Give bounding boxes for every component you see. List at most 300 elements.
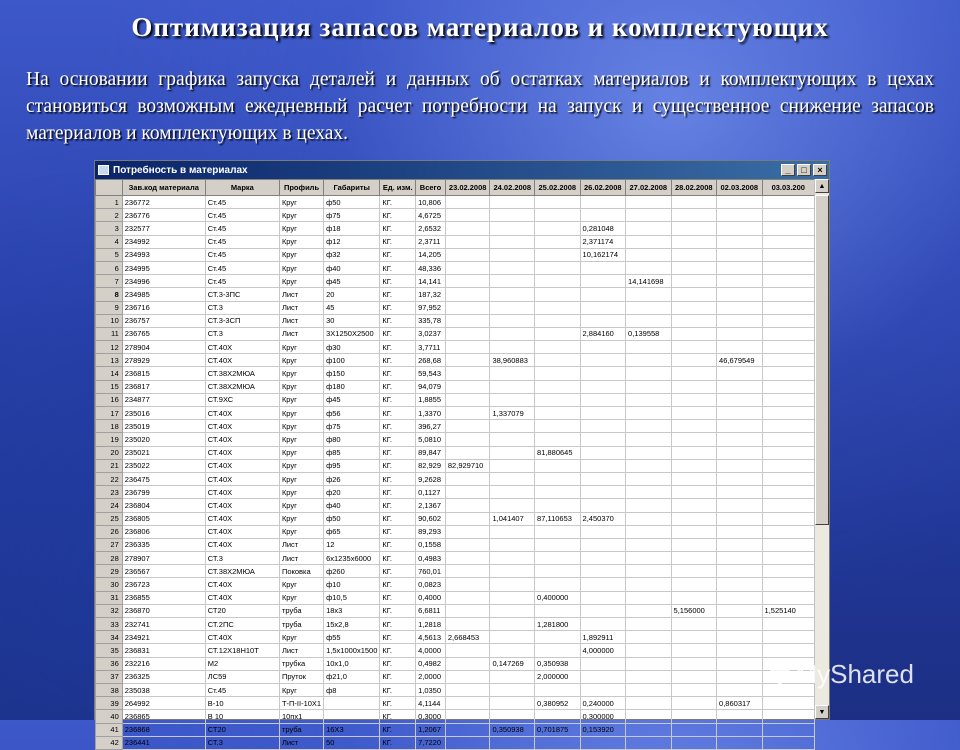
table-cell[interactable] bbox=[671, 235, 717, 248]
table-cell[interactable] bbox=[762, 222, 814, 235]
table-cell[interactable] bbox=[717, 222, 763, 235]
table-cell[interactable]: 2,371174 bbox=[580, 235, 626, 248]
table-cell[interactable] bbox=[762, 486, 814, 499]
table-cell[interactable] bbox=[626, 367, 672, 380]
table-cell[interactable] bbox=[445, 591, 490, 604]
table-cell[interactable] bbox=[626, 552, 672, 565]
table-cell[interactable]: ф40 bbox=[324, 261, 380, 274]
table-cell[interactable]: 0,860317 bbox=[717, 697, 763, 710]
table-cell[interactable] bbox=[626, 301, 672, 314]
table-cell[interactable] bbox=[671, 631, 717, 644]
table-cell[interactable]: ф100 bbox=[324, 354, 380, 367]
row-number-cell[interactable]: 29 bbox=[96, 565, 123, 578]
table-cell[interactable]: 0,281048 bbox=[580, 222, 626, 235]
table-cell[interactable]: ф75 bbox=[324, 209, 380, 222]
table-cell[interactable]: 4,0000 bbox=[416, 644, 446, 657]
table-cell[interactable]: Круг bbox=[279, 261, 323, 274]
table-cell[interactable] bbox=[580, 380, 626, 393]
table-cell[interactable]: КГ. bbox=[380, 552, 416, 565]
table-cell[interactable] bbox=[671, 222, 717, 235]
table-cell[interactable]: 3,0237 bbox=[416, 327, 446, 340]
table-cell[interactable]: 1,892911 bbox=[580, 631, 626, 644]
table-cell[interactable] bbox=[490, 736, 535, 749]
table-row[interactable] bbox=[96, 393, 815, 406]
table-cell[interactable]: 10x1,0 bbox=[324, 657, 380, 670]
table-cell[interactable]: 760,01 bbox=[416, 565, 446, 578]
table-cell[interactable]: 14,141698 bbox=[626, 275, 672, 288]
table-cell[interactable]: СТ.40Х bbox=[205, 433, 279, 446]
row-number-cell[interactable]: 34 bbox=[96, 631, 123, 644]
row-number-cell[interactable]: 5 bbox=[96, 248, 123, 261]
table-cell[interactable]: 187,32 bbox=[416, 288, 446, 301]
table-cell[interactable]: 236441 bbox=[122, 736, 205, 749]
table-row[interactable] bbox=[96, 288, 815, 301]
table-cell[interactable] bbox=[762, 327, 814, 340]
table-cell[interactable]: СТ20 bbox=[205, 604, 279, 617]
table-cell[interactable]: 1,5x1000x1500 bbox=[324, 644, 380, 657]
table-cell[interactable] bbox=[762, 354, 814, 367]
table-cell[interactable]: СТ.40Х bbox=[205, 354, 279, 367]
table-cell[interactable] bbox=[671, 327, 717, 340]
table-cell[interactable]: СТ.3 bbox=[205, 552, 279, 565]
table-cell[interactable] bbox=[626, 525, 672, 538]
table-cell[interactable] bbox=[490, 604, 535, 617]
table-cell[interactable] bbox=[445, 314, 490, 327]
table-cell[interactable] bbox=[762, 196, 814, 209]
table-cell[interactable] bbox=[445, 552, 490, 565]
table-cell[interactable] bbox=[490, 670, 535, 683]
table-cell[interactable]: ф30 bbox=[324, 341, 380, 354]
table-cell[interactable]: КГ. bbox=[380, 301, 416, 314]
table-cell[interactable] bbox=[762, 697, 814, 710]
table-cell[interactable] bbox=[445, 327, 490, 340]
table-cell[interactable]: СТ.40Х bbox=[205, 538, 279, 551]
table-cell[interactable] bbox=[490, 644, 535, 657]
table-cell[interactable] bbox=[324, 697, 380, 710]
table-cell[interactable] bbox=[671, 565, 717, 578]
table-cell[interactable]: КГ. bbox=[380, 420, 416, 433]
table-cell[interactable] bbox=[762, 512, 814, 525]
table-cell[interactable] bbox=[445, 670, 490, 683]
table-cell[interactable] bbox=[626, 710, 672, 723]
table-cell[interactable] bbox=[535, 631, 581, 644]
table-cell[interactable] bbox=[580, 367, 626, 380]
table-cell[interactable]: Ст.45 bbox=[205, 248, 279, 261]
row-number-cell[interactable]: 35 bbox=[96, 644, 123, 657]
table-cell[interactable] bbox=[671, 710, 717, 723]
table-cell[interactable]: Поковка bbox=[279, 565, 323, 578]
table-cell[interactable] bbox=[671, 209, 717, 222]
table-cell[interactable] bbox=[490, 248, 535, 261]
table-row[interactable] bbox=[96, 209, 815, 222]
table-cell[interactable]: Круг bbox=[279, 407, 323, 420]
table-cell[interactable] bbox=[535, 393, 581, 406]
table-cell[interactable]: 2,668453 bbox=[445, 631, 490, 644]
table-cell[interactable]: 0,0823 bbox=[416, 578, 446, 591]
table-cell[interactable] bbox=[717, 209, 763, 222]
table-cell[interactable] bbox=[445, 393, 490, 406]
table-cell[interactable]: труба bbox=[279, 723, 323, 736]
table-cell[interactable] bbox=[717, 486, 763, 499]
table-row[interactable] bbox=[96, 446, 815, 459]
table-cell[interactable] bbox=[626, 235, 672, 248]
row-number-cell[interactable]: 2 bbox=[96, 209, 123, 222]
table-cell[interactable] bbox=[762, 591, 814, 604]
column-header[interactable]: 02.03.2008 bbox=[717, 180, 763, 196]
table-cell[interactable] bbox=[490, 631, 535, 644]
table-cell[interactable] bbox=[717, 538, 763, 551]
table-cell[interactable]: КГ. bbox=[380, 196, 416, 209]
table-cell[interactable] bbox=[671, 644, 717, 657]
table-cell[interactable]: Круг bbox=[279, 380, 323, 393]
table-cell[interactable] bbox=[580, 591, 626, 604]
table-row[interactable] bbox=[96, 670, 815, 683]
table-cell[interactable]: 2,884160 bbox=[580, 327, 626, 340]
table-cell[interactable] bbox=[490, 697, 535, 710]
table-cell[interactable]: 2,1367 bbox=[416, 499, 446, 512]
table-cell[interactable]: ф26 bbox=[324, 472, 380, 485]
table-cell[interactable] bbox=[717, 525, 763, 538]
table-cell[interactable] bbox=[535, 209, 581, 222]
table-cell[interactable] bbox=[580, 288, 626, 301]
table-cell[interactable]: 0,1127 bbox=[416, 486, 446, 499]
table-cell[interactable]: 0,139558 bbox=[626, 327, 672, 340]
table-cell[interactable] bbox=[671, 459, 717, 472]
table-cell[interactable] bbox=[535, 367, 581, 380]
table-cell[interactable]: КГ. bbox=[380, 433, 416, 446]
row-number-cell[interactable]: 8 bbox=[96, 288, 123, 301]
window-titlebar[interactable] bbox=[95, 161, 829, 179]
table-cell[interactable] bbox=[580, 301, 626, 314]
table-cell[interactable] bbox=[717, 710, 763, 723]
table-cell[interactable] bbox=[535, 459, 581, 472]
table-cell[interactable]: КГ. bbox=[380, 380, 416, 393]
table-cell[interactable]: В-10 bbox=[205, 697, 279, 710]
table-cell[interactable]: Лист bbox=[279, 327, 323, 340]
table-cell[interactable] bbox=[445, 446, 490, 459]
table-cell[interactable]: 396,27 bbox=[416, 420, 446, 433]
table-cell[interactable] bbox=[535, 222, 581, 235]
table-cell[interactable] bbox=[717, 288, 763, 301]
table-cell[interactable] bbox=[445, 644, 490, 657]
table-cell[interactable] bbox=[580, 683, 626, 696]
table-cell[interactable]: КГ. bbox=[380, 222, 416, 235]
table-cell[interactable] bbox=[490, 341, 535, 354]
table-cell[interactable] bbox=[580, 499, 626, 512]
table-cell[interactable] bbox=[445, 499, 490, 512]
table-cell[interactable]: 236865 bbox=[122, 710, 205, 723]
table-cell[interactable]: КГ. bbox=[380, 697, 416, 710]
table-cell[interactable] bbox=[580, 604, 626, 617]
table-cell[interactable] bbox=[580, 261, 626, 274]
row-number-cell[interactable]: 26 bbox=[96, 525, 123, 538]
table-cell[interactable]: ф10 bbox=[324, 578, 380, 591]
table-cell[interactable] bbox=[671, 472, 717, 485]
table-cell[interactable]: трубка bbox=[279, 657, 323, 670]
table-row[interactable] bbox=[96, 472, 815, 485]
data-grid[interactable] bbox=[95, 179, 815, 748]
table-cell[interactable]: 0,300000 bbox=[580, 710, 626, 723]
table-cell[interactable]: 82,929 bbox=[416, 459, 446, 472]
table-cell[interactable] bbox=[671, 723, 717, 736]
table-cell[interactable]: КГ. bbox=[380, 618, 416, 631]
table-cell[interactable]: ф56 bbox=[324, 407, 380, 420]
table-cell[interactable]: СТ.40Х bbox=[205, 578, 279, 591]
table-cell[interactable] bbox=[762, 565, 814, 578]
table-cell[interactable] bbox=[490, 591, 535, 604]
table-cell[interactable] bbox=[445, 380, 490, 393]
table-row[interactable] bbox=[96, 354, 815, 367]
table-cell[interactable] bbox=[490, 459, 535, 472]
table-cell[interactable]: ф80 bbox=[324, 433, 380, 446]
table-cell[interactable]: 232216 bbox=[122, 657, 205, 670]
table-cell[interactable] bbox=[717, 736, 763, 749]
row-number-cell[interactable]: 16 bbox=[96, 393, 123, 406]
table-cell[interactable]: ЛС59 bbox=[205, 670, 279, 683]
table-cell[interactable] bbox=[490, 314, 535, 327]
table-cell[interactable] bbox=[717, 472, 763, 485]
table-cell[interactable]: Круг bbox=[279, 472, 323, 485]
table-cell[interactable] bbox=[535, 354, 581, 367]
table-cell[interactable]: 6,6811 bbox=[416, 604, 446, 617]
table-cell[interactable]: Лист bbox=[279, 736, 323, 749]
table-cell[interactable] bbox=[490, 446, 535, 459]
table-cell[interactable] bbox=[490, 710, 535, 723]
table-cell[interactable] bbox=[535, 288, 581, 301]
table-cell[interactable]: Лист bbox=[279, 301, 323, 314]
table-cell[interactable] bbox=[762, 723, 814, 736]
table-cell[interactable]: Круг bbox=[279, 459, 323, 472]
table-cell[interactable] bbox=[717, 446, 763, 459]
table-cell[interactable] bbox=[626, 459, 672, 472]
row-number-cell[interactable]: 4 bbox=[96, 235, 123, 248]
table-cell[interactable]: КГ. bbox=[380, 261, 416, 274]
table-cell[interactable]: КГ. bbox=[380, 314, 416, 327]
table-cell[interactable]: КГ. bbox=[380, 512, 416, 525]
table-cell[interactable]: 10,162174 bbox=[580, 248, 626, 261]
table-cell[interactable] bbox=[580, 354, 626, 367]
table-cell[interactable]: 48,336 bbox=[416, 261, 446, 274]
table-cell[interactable]: ф8 bbox=[324, 683, 380, 696]
table-cell[interactable] bbox=[445, 723, 490, 736]
table-row[interactable] bbox=[96, 538, 815, 551]
table-cell[interactable]: СТ.9ХС bbox=[205, 393, 279, 406]
table-cell[interactable] bbox=[762, 552, 814, 565]
table-cell[interactable]: 0,350938 bbox=[490, 723, 535, 736]
row-number-cell[interactable]: 1 bbox=[96, 196, 123, 209]
table-cell[interactable]: Круг bbox=[279, 275, 323, 288]
table-cell[interactable] bbox=[580, 618, 626, 631]
table-cell[interactable]: 236806 bbox=[122, 525, 205, 538]
table-cell[interactable] bbox=[535, 538, 581, 551]
table-row[interactable] bbox=[96, 512, 815, 525]
table-cell[interactable]: 90,602 bbox=[416, 512, 446, 525]
table-cell[interactable]: 2,000000 bbox=[535, 670, 581, 683]
table-cell[interactable]: Круг bbox=[279, 196, 323, 209]
table-cell[interactable]: КГ. bbox=[380, 578, 416, 591]
table-cell[interactable]: СТ.40Х bbox=[205, 631, 279, 644]
table-cell[interactable] bbox=[490, 538, 535, 551]
table-cell[interactable] bbox=[580, 538, 626, 551]
table-cell[interactable]: Т-П-II-10Х1 bbox=[279, 697, 323, 710]
table-cell[interactable]: СТ.40Х bbox=[205, 525, 279, 538]
table-cell[interactable]: 0,400000 bbox=[535, 591, 581, 604]
table-cell[interactable]: ф85 bbox=[324, 446, 380, 459]
table-cell[interactable] bbox=[671, 538, 717, 551]
table-cell[interactable]: 0,701875 bbox=[535, 723, 581, 736]
table-cell[interactable] bbox=[626, 433, 672, 446]
column-header[interactable]: Марка bbox=[205, 180, 279, 196]
table-cell[interactable] bbox=[717, 723, 763, 736]
table-cell[interactable] bbox=[626, 565, 672, 578]
table-cell[interactable]: ф50 bbox=[324, 196, 380, 209]
column-header[interactable]: 27.02.2008 bbox=[626, 180, 672, 196]
table-cell[interactable]: 236757 bbox=[122, 314, 205, 327]
table-cell[interactable]: 234996 bbox=[122, 275, 205, 288]
table-cell[interactable] bbox=[445, 604, 490, 617]
table-cell[interactable] bbox=[626, 618, 672, 631]
table-cell[interactable] bbox=[626, 499, 672, 512]
table-cell[interactable] bbox=[717, 433, 763, 446]
table-cell[interactable]: 12 bbox=[324, 538, 380, 551]
row-number-cell[interactable]: 13 bbox=[96, 354, 123, 367]
row-number-cell[interactable]: 27 bbox=[96, 538, 123, 551]
table-cell[interactable] bbox=[490, 209, 535, 222]
table-cell[interactable]: КГ. bbox=[380, 486, 416, 499]
table-cell[interactable] bbox=[762, 301, 814, 314]
table-cell[interactable]: СТ.40Х bbox=[205, 420, 279, 433]
table-row[interactable] bbox=[96, 341, 815, 354]
table-cell[interactable] bbox=[535, 433, 581, 446]
table-cell[interactable] bbox=[671, 683, 717, 696]
table-cell[interactable] bbox=[445, 697, 490, 710]
table-cell[interactable] bbox=[671, 736, 717, 749]
table-cell[interactable]: Ст.45 bbox=[205, 209, 279, 222]
table-cell[interactable]: 236325 bbox=[122, 670, 205, 683]
table-cell[interactable] bbox=[490, 499, 535, 512]
table-cell[interactable] bbox=[717, 367, 763, 380]
table-cell[interactable]: 20 bbox=[324, 288, 380, 301]
table-cell[interactable] bbox=[717, 670, 763, 683]
table-cell[interactable] bbox=[580, 407, 626, 420]
column-header[interactable]: 26.02.2008 bbox=[580, 180, 626, 196]
table-cell[interactable] bbox=[717, 420, 763, 433]
table-cell[interactable]: 16X3 bbox=[324, 723, 380, 736]
table-cell[interactable]: СТ.40Х bbox=[205, 591, 279, 604]
table-cell[interactable]: КГ. bbox=[380, 248, 416, 261]
table-cell[interactable] bbox=[535, 604, 581, 617]
vertical-scrollbar[interactable] bbox=[814, 179, 829, 719]
table-cell[interactable]: 235016 bbox=[122, 407, 205, 420]
row-number-cell[interactable]: 24 bbox=[96, 499, 123, 512]
table-cell[interactable] bbox=[490, 275, 535, 288]
table-row[interactable] bbox=[96, 736, 815, 749]
table-cell[interactable]: Круг bbox=[279, 631, 323, 644]
table-cell[interactable] bbox=[445, 657, 490, 670]
table-cell[interactable] bbox=[535, 644, 581, 657]
table-cell[interactable] bbox=[490, 261, 535, 274]
column-header[interactable]: 23.02.2008 bbox=[445, 180, 490, 196]
table-cell[interactable] bbox=[445, 341, 490, 354]
row-number-cell[interactable]: 41 bbox=[96, 723, 123, 736]
row-number-cell[interactable]: 36 bbox=[96, 657, 123, 670]
table-cell[interactable] bbox=[762, 248, 814, 261]
table-cell[interactable]: 0,4000 bbox=[416, 591, 446, 604]
table-cell[interactable] bbox=[762, 710, 814, 723]
table-cell[interactable]: 10,806 bbox=[416, 196, 446, 209]
table-cell[interactable] bbox=[580, 341, 626, 354]
table-cell[interactable]: КГ. bbox=[380, 736, 416, 749]
table-cell[interactable]: ф21,0 bbox=[324, 670, 380, 683]
table-cell[interactable] bbox=[626, 604, 672, 617]
row-number-cell[interactable]: 42 bbox=[96, 736, 123, 749]
table-cell[interactable]: 236815 bbox=[122, 367, 205, 380]
table-cell[interactable] bbox=[762, 446, 814, 459]
table-cell[interactable] bbox=[671, 380, 717, 393]
row-number-cell[interactable]: 32 bbox=[96, 604, 123, 617]
table-cell[interactable] bbox=[671, 275, 717, 288]
table-cell[interactable] bbox=[580, 525, 626, 538]
table-cell[interactable]: СТ.40Х bbox=[205, 407, 279, 420]
table-cell[interactable] bbox=[445, 486, 490, 499]
table-cell[interactable]: 30 bbox=[324, 314, 380, 327]
table-row[interactable] bbox=[96, 604, 815, 617]
table-cell[interactable] bbox=[445, 261, 490, 274]
table-cell[interactable] bbox=[671, 512, 717, 525]
table-cell[interactable] bbox=[490, 367, 535, 380]
table-row[interactable] bbox=[96, 552, 815, 565]
table-cell[interactable] bbox=[626, 644, 672, 657]
table-cell[interactable] bbox=[580, 565, 626, 578]
table-cell[interactable] bbox=[580, 552, 626, 565]
table-cell[interactable] bbox=[580, 486, 626, 499]
table-cell[interactable] bbox=[762, 407, 814, 420]
table-cell[interactable] bbox=[445, 209, 490, 222]
table-cell[interactable] bbox=[535, 499, 581, 512]
table-cell[interactable]: 0,3000 bbox=[416, 710, 446, 723]
row-number-cell[interactable]: 30 bbox=[96, 578, 123, 591]
table-cell[interactable]: Ст.45 bbox=[205, 261, 279, 274]
table-cell[interactable]: Круг bbox=[279, 683, 323, 696]
table-cell[interactable] bbox=[717, 248, 763, 261]
table-cell[interactable]: Круг bbox=[279, 235, 323, 248]
table-cell[interactable]: 97,952 bbox=[416, 301, 446, 314]
row-number-cell[interactable]: 20 bbox=[96, 446, 123, 459]
table-cell[interactable] bbox=[626, 670, 672, 683]
table-cell[interactable]: 4,1144 bbox=[416, 697, 446, 710]
table-cell[interactable]: 236868 bbox=[122, 723, 205, 736]
table-cell[interactable] bbox=[762, 472, 814, 485]
table-cell[interactable]: ф150 bbox=[324, 367, 380, 380]
table-cell[interactable]: 235038 bbox=[122, 683, 205, 696]
table-cell[interactable] bbox=[762, 261, 814, 274]
row-number-cell[interactable]: 33 bbox=[96, 618, 123, 631]
table-cell[interactable]: 0,147269 bbox=[490, 657, 535, 670]
table-cell[interactable]: 236799 bbox=[122, 486, 205, 499]
row-number-cell[interactable]: 11 bbox=[96, 327, 123, 340]
table-cell[interactable]: 278907 bbox=[122, 552, 205, 565]
scroll-thumb[interactable] bbox=[815, 195, 829, 525]
table-cell[interactable]: КГ. bbox=[380, 657, 416, 670]
table-cell[interactable] bbox=[717, 512, 763, 525]
table-cell[interactable] bbox=[626, 472, 672, 485]
table-cell[interactable]: 236776 bbox=[122, 209, 205, 222]
row-number-cell[interactable]: 40 bbox=[96, 710, 123, 723]
table-cell[interactable]: 235021 bbox=[122, 446, 205, 459]
table-cell[interactable]: КГ. bbox=[380, 235, 416, 248]
column-header[interactable]: Ед. изм. bbox=[380, 180, 416, 196]
table-cell[interactable] bbox=[762, 209, 814, 222]
